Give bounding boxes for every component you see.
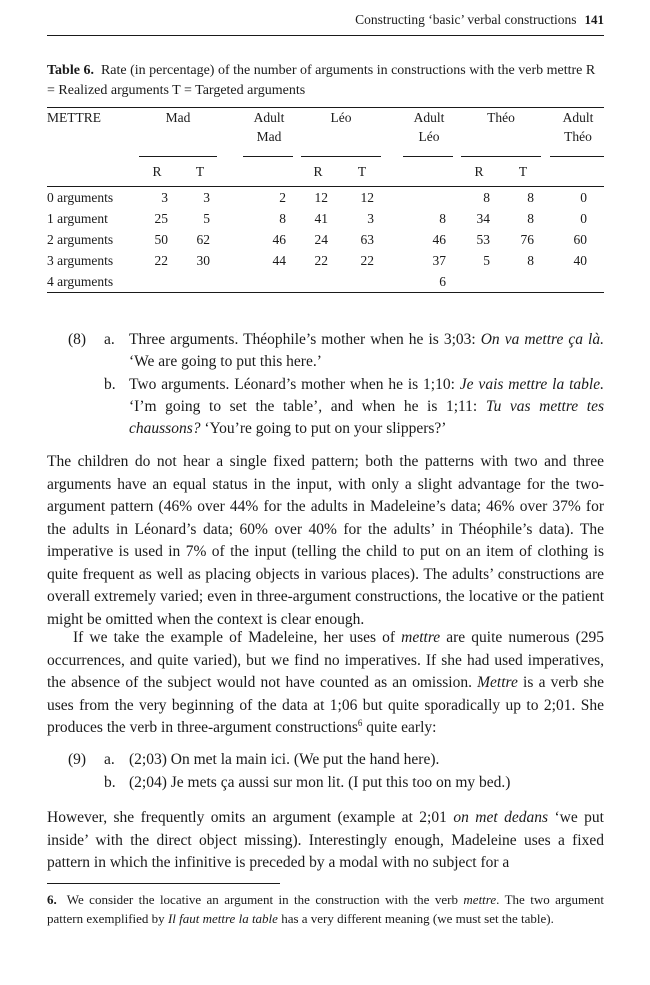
table-cell: 37	[432, 253, 446, 268]
text-run: are quite numerous (295 occurrences, and quite varied), but we find no imperatives. If she had used imperatives, the absence of the subject would not have counted as an omission.	[47, 629, 604, 691]
table-caption-text: Rate (in percentage) of the number of arguments in constructions with the verb mettre R = Realized arguments T = Targeted arguments	[47, 63, 596, 98]
french-quote: on met dedans	[453, 809, 549, 826]
table-cell: 50	[154, 232, 168, 247]
subheader-cell: T	[195, 163, 205, 179]
example-9a-text: (2;03) On met la main ici. (We put the hand here).	[129, 751, 440, 768]
table-cell: 22	[360, 253, 374, 268]
row-label: 4 arguments	[47, 274, 114, 289]
footnote-number: 6.	[47, 892, 57, 907]
table-cell: 12	[360, 190, 374, 205]
paragraph-3	[47, 807, 604, 875]
table-cell: 60	[573, 232, 587, 247]
table-header-group: Mad	[165, 110, 191, 125]
table-cell: 8	[439, 211, 446, 226]
table-cell: 40	[573, 253, 587, 268]
table-cell	[339, 271, 385, 293]
table-caption	[47, 61, 604, 101]
table-cell	[221, 271, 297, 293]
table-cell: 62	[196, 232, 210, 247]
footnote-marker[interactable]: 6	[357, 717, 363, 728]
running-head	[47, 11, 604, 29]
running-head-title: Constructing ‘basic’ verbal constructions	[355, 12, 577, 27]
table-cell: 5	[203, 211, 210, 226]
table-subheader-row	[47, 157, 604, 187]
table-cell	[179, 271, 221, 293]
table-header-group	[545, 108, 604, 157]
page-number: 141	[584, 12, 604, 27]
subheader-cell: T	[357, 163, 367, 179]
table-cell: 41	[314, 211, 328, 226]
footnote-rule	[47, 883, 280, 884]
text-run: ‘You’re going to put on your slippers?’	[200, 420, 447, 437]
table-header-group-label: Adult Léo	[413, 110, 445, 144]
header-rule	[47, 35, 604, 36]
table-cell: 53	[476, 232, 490, 247]
french-quote: On va mettre ça là.	[480, 331, 604, 348]
table-cell: 25	[154, 211, 168, 226]
table-cell	[385, 187, 457, 209]
table-cell: 24	[314, 232, 328, 247]
italic-term: mettre	[463, 892, 497, 907]
french-quote: Il faut mettre la table	[167, 911, 278, 926]
text-run: ‘we put inside’ with the direct object missing). Interestingly enough, Madeleine uses a fixed pattern in which the infinitive is preceded by a modal with no subject for a	[47, 809, 604, 871]
example-letter: a.	[104, 331, 115, 348]
text-run: . The two argument pattern exemplified by	[47, 892, 604, 926]
table-cell: 0	[580, 190, 587, 205]
table-row	[47, 208, 604, 229]
table-cell: 8	[527, 253, 534, 268]
italic-term: mettre	[401, 629, 441, 646]
table-cell	[501, 271, 545, 293]
table-cell: 5	[483, 253, 490, 268]
subheader-cell: R	[474, 163, 484, 179]
text-run: is a verb she uses from the very beginning of the data at 1;06 but quite sporadically up to 2;01. She produces the verb in three-argument constructions	[47, 674, 604, 736]
table-header-first: METTRE	[47, 110, 101, 125]
table-cell: 8	[527, 190, 534, 205]
table-header-group-label: Adult Théo	[562, 110, 594, 144]
example-9b-text: (2;04) Je mets ça aussi sur mon lit. (I put this too on my bed.)	[129, 774, 511, 791]
table-cell: 46	[432, 232, 446, 247]
french-quote: Tu vas mettre tes chaussons?	[129, 398, 604, 437]
text-run: We consider the locative an argument in the construction with the verb	[66, 892, 464, 907]
table-row	[47, 229, 604, 250]
row-label: 0 arguments	[47, 190, 114, 205]
table-cell	[135, 271, 179, 293]
example-letter: a.	[104, 751, 115, 768]
table-header-group-label: Adult Mad	[253, 110, 285, 144]
row-label: 2 arguments	[47, 232, 114, 247]
arguments-table	[47, 107, 604, 293]
table-cell: 6	[439, 274, 446, 289]
table-header-group	[385, 108, 457, 157]
example-number: (9)	[68, 751, 87, 768]
table-cell	[457, 271, 501, 293]
row-label: 1 argument	[47, 211, 108, 226]
example-number: (8)	[68, 331, 87, 348]
paragraph-2	[47, 627, 604, 740]
table-cell: 30	[196, 253, 210, 268]
table-cell: 22	[154, 253, 168, 268]
subheader-cell: R	[313, 163, 323, 179]
french-quote: Je vais mettre la table.	[459, 376, 604, 393]
paragraph-1: The children do not hear a single fixed pattern; both the patterns with two and three arguments have an equal status in the input, with only a slight advantage for the two-argument pattern (46% over 44% for the adults in Madeleine’s data; 46% over 37% for the adults in Léonard’s data; 60% over 40% for the adults’ in Théophile’s data). The imperative is used in 7% of the input (telling the child to put on an item of clothing is quite frequent as well as placing objects in various places). The adults’ constructions are overall extremely varied; even in three-argument constructions, the locative or the patient might be omitted when the context is clear enough.	[47, 453, 604, 628]
example-letter: b.	[104, 376, 116, 393]
table-cell	[545, 271, 604, 293]
text-run: Two arguments. Léonard’s mother when he is 1;10:	[129, 376, 460, 393]
table-cell: 46	[272, 232, 286, 247]
table-cell: 8	[527, 211, 534, 226]
table-cell: 44	[272, 253, 286, 268]
example-8a-text	[129, 329, 604, 373]
table-cell: 22	[314, 253, 328, 268]
subheader-cell: R	[152, 163, 162, 179]
table-cell	[297, 271, 339, 293]
table-row	[47, 187, 604, 209]
table-cell: 3	[367, 211, 374, 226]
text-run: ‘We are going to put this here.’	[129, 353, 322, 370]
table-header-group	[221, 108, 297, 157]
text-run: quite early:	[362, 719, 437, 736]
italic-term: Mettre	[477, 674, 518, 691]
table-header-row	[47, 108, 604, 157]
text-run: If we take the example of Madeleine, her uses of	[73, 629, 402, 646]
table-cell: 8	[279, 211, 286, 226]
table-header-group: Théo	[487, 110, 515, 125]
row-label: 3 arguments	[47, 253, 114, 268]
table-cell: 12	[314, 190, 328, 205]
table-cell: 34	[476, 211, 490, 226]
footnote-6	[47, 890, 604, 928]
table-cell: 3	[161, 190, 168, 205]
text-run: ‘I’m going to set the table’, and when he is 1;11:	[129, 398, 486, 415]
table-cell: 2	[279, 190, 286, 205]
table-cell: 8	[483, 190, 490, 205]
table-caption-label: Table 6.	[47, 63, 94, 78]
table-cell: 76	[520, 232, 534, 247]
table-cell: 3	[203, 190, 210, 205]
text-run: has a very different meaning (we must set the table).	[277, 911, 554, 926]
table-header-group: Léo	[330, 110, 352, 125]
example-8b-text	[129, 374, 604, 440]
table-row	[47, 271, 604, 293]
table-cell: 63	[360, 232, 374, 247]
table-row	[47, 250, 604, 271]
subheader-cell: T	[518, 163, 528, 179]
text-run: However, she frequently omits an argument (example at 2;01	[47, 809, 454, 826]
table-cell: 0	[580, 211, 587, 226]
example-letter: b.	[104, 774, 116, 791]
text-run: Three arguments. Théophile’s mother when he is 3;03:	[129, 331, 481, 348]
